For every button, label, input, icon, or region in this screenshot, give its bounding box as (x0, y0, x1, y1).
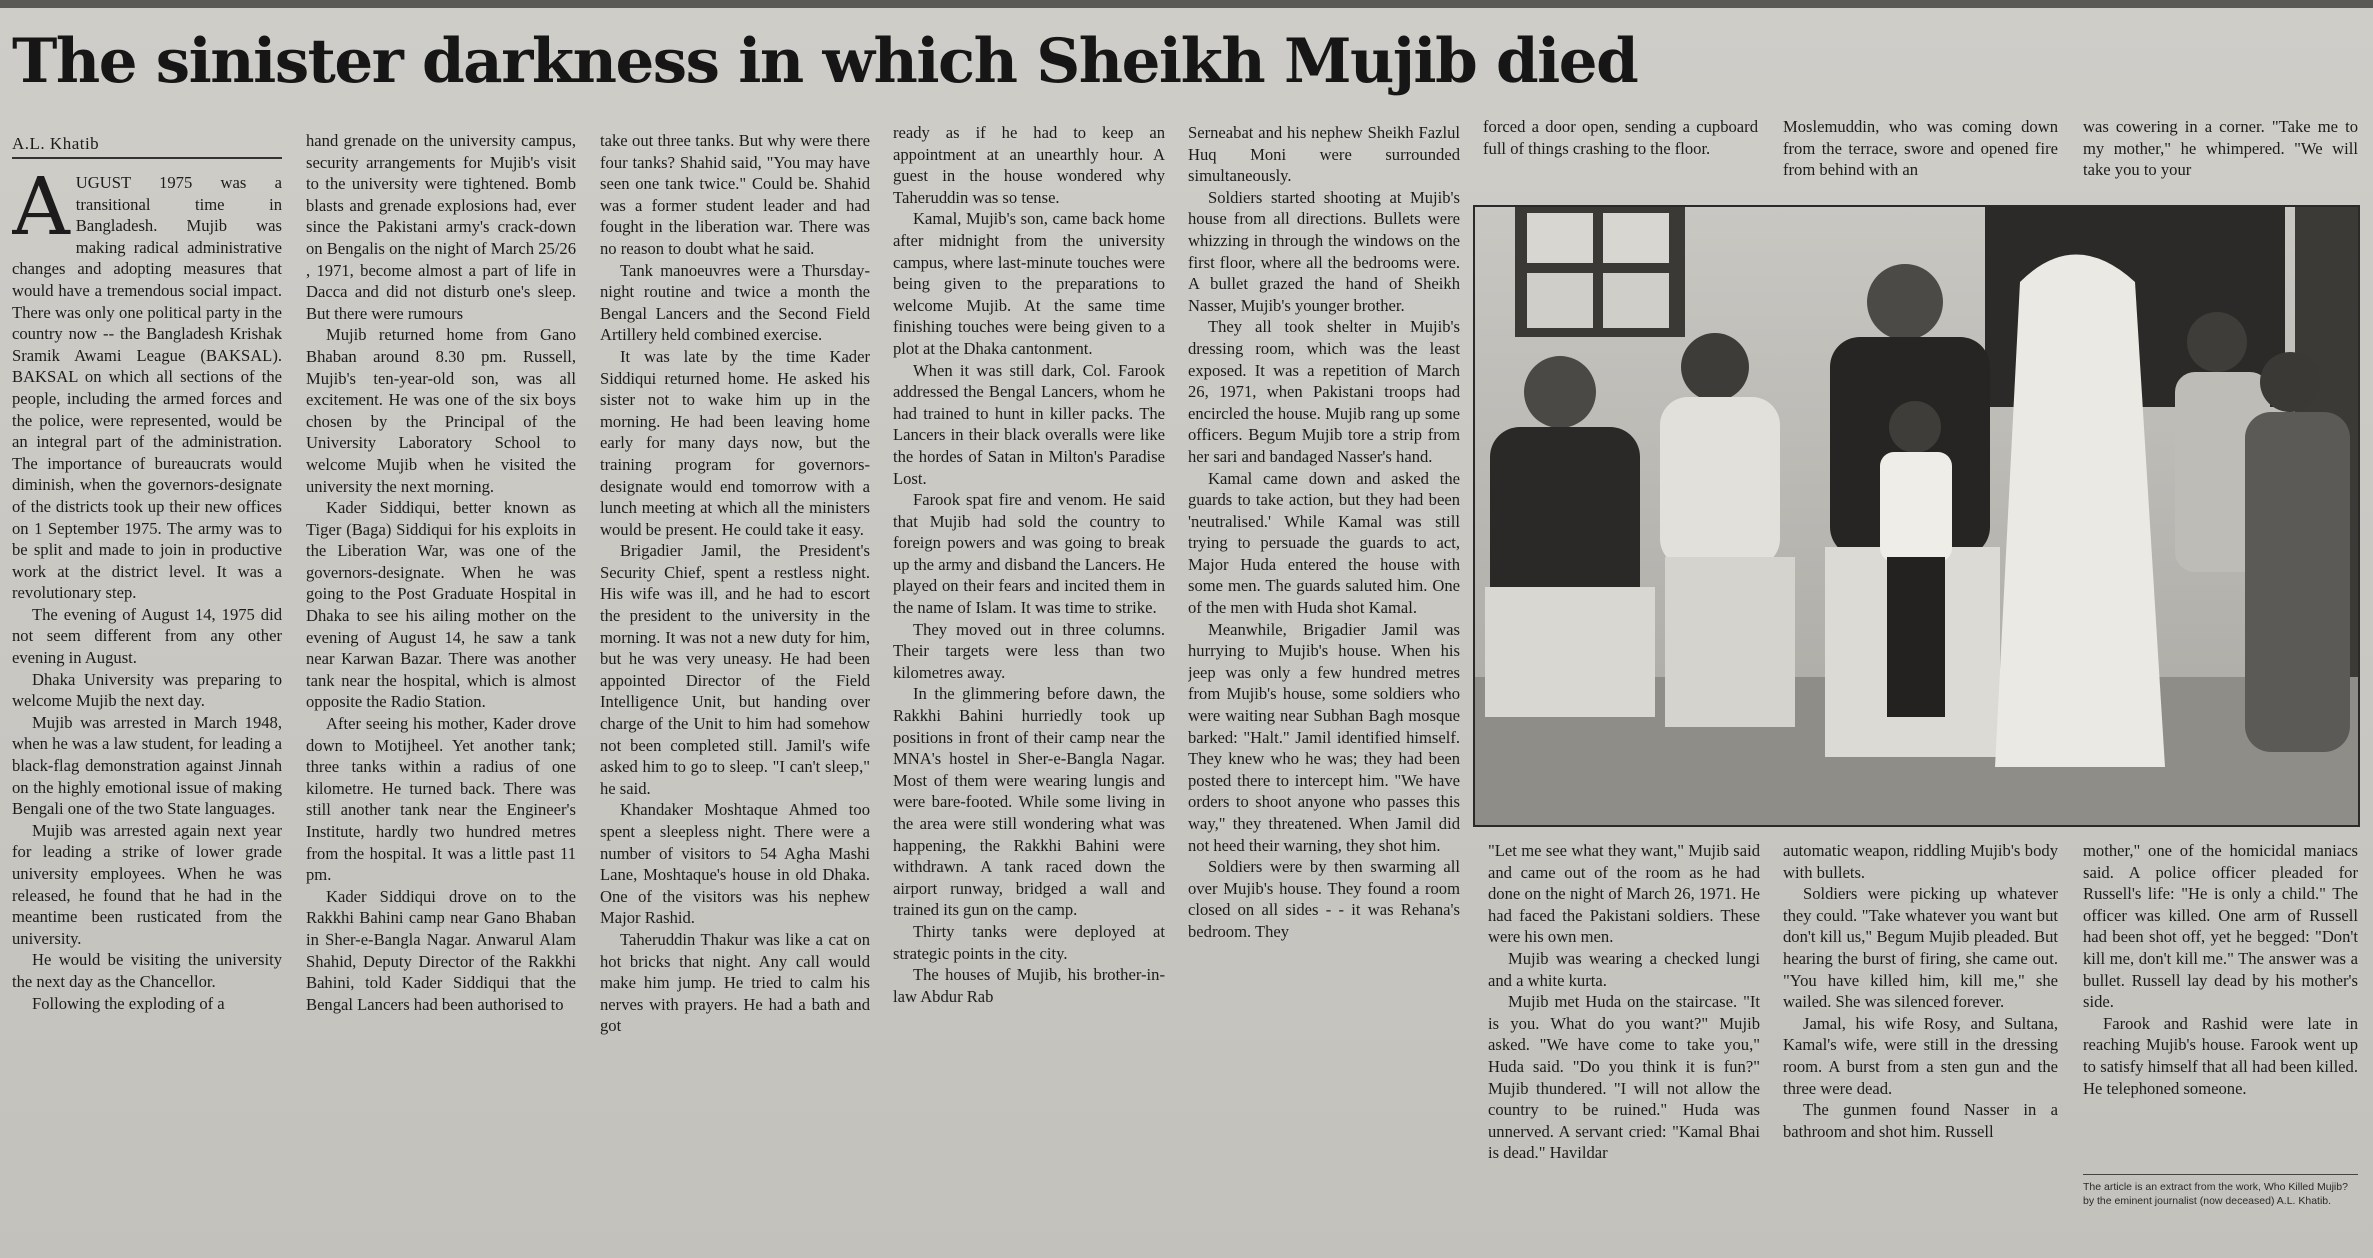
article-paragraph: Kader Siddiqui, better known as Tiger (Baga) Siddiqui for his exploits in the Liberation War, was one of the governors-designate. When he was going to the Post Graduate Hospital in Dhaka to see his ailing mother on the evening of August 14, he saw a tank near Karwan Bazar. There was another tank near the hospital, which is almost opposite the Radio Station. (306, 498, 576, 712)
article-paragraph: The houses of Mujib, his brother-in-law Abdur Rab (893, 965, 1165, 1006)
article-column-2 (306, 130, 576, 1258)
article-paragraph: Dhaka University was preparing to welcome Mujib the next day. (12, 669, 282, 711)
article-paragraph: The gunmen found Nasser in a bathroom and shot him. Russell (1783, 1100, 2058, 1141)
article-paragraph: UGUST 1975 was a transitional time in Bangladesh. Mujib was making radical administrative changes and adopting measures that would have a tremendous social impact. There was only one political party in the country now -- the Bangladesh Krishak Sramik Awami League (BAKSAL). BAKSAL on which all sections of the people, including the armed forces and the police, were represented, would be an integral part of the administration. The importance of bureaucrats would diminish, when the governors-designate of the districts took up their new offices on 1 September 1975. The army was to be split and made to join in productive work at the district level. It was a revolutionary step. (12, 173, 282, 603)
article-paragraph: Farook spat fire and venom. He said that Mujib had sold the country to foreign powers and was going to break up the army and disband the Lancers. He played on their fears and incited them in the name of Islam. It was time to strike. (893, 490, 1165, 618)
family-photograph (1473, 205, 2360, 827)
article-paragraph: He would be visiting the university the next day as the Chancellor. (12, 950, 282, 991)
article-paragraph: Meanwhile, Brigadier Jamil was hurrying to Mujib's house. When his jeep was only a few hundred metres from Mujib's house, some soldiers who were waiting near Subhan Bagh mosque barked: "Halt." Jamil identified himself. They knew who he was; they had been posted there to intercept him. "We have orders to shoot anyone who passes this way," they threatened. When Jamil did not heed their warning, they shot him. (1188, 619, 1460, 855)
article-column-7-top (1783, 116, 2058, 201)
top-edge (0, 0, 2373, 8)
article-paragraph: Soldiers were picking up whatever they could. "Take whatever you want but don't kill us," Begum Mujib pleaded. But hearing the burst of firing, she came out. "You have killed him, kill me," she wailed. She was silenced forever. (1783, 884, 2058, 1012)
article-column-1 (12, 172, 282, 1258)
article-column-6-bottom (1488, 840, 1760, 1258)
article-paragraph: forced a door open, sending a cupboard full of things crashing to the floor. (1483, 117, 1758, 158)
drop-cap: A (12, 172, 70, 253)
article-paragraph: "Let me see what they want," Mujib said and came out of the room as he had done on the night of March 26, 1971. He had faced the Pakistani soldiers. These were his own men. (1488, 841, 1760, 947)
article-paragraph: was cowering in a corner. "Take me to my mother," he whimpered. "We will take you to your (2083, 117, 2358, 180)
family-photo-image (1475, 207, 2358, 825)
byline: A.L. Khatib (12, 134, 100, 153)
article-paragraph: It was late by the time Kader Siddiqui returned home. He asked his sister not to wake him up in the morning. He had been leaving home early for many days now, but the training program for governors-designate would end tomorrow with a lunch meeting at which all the ministers would be present. He could take it easy. (600, 346, 870, 539)
article-paragraph: Moslemuddin, who was coming down from the terrace, swore and opened fire from behind with an (1783, 117, 2058, 180)
article-paragraph: hand grenade on the university campus, security arrangements for Mujib's visit to the university were tightened. Bomb blasts and grenade explosions had, ever since the Pakistani army's crack-down on Bengalis on the night of March 25/26 , 1971, become almost a part of life in Dacca and did not disturb one's sleep. But there were rumours (306, 131, 576, 323)
byline-rule (12, 157, 282, 159)
article-paragraph: Farook and Rashid were late in reaching Mujib's house. Farook went up to satisfy himself that all had been killed. He telephoned someone. (2083, 1013, 2358, 1098)
article-paragraph: After seeing his mother, Kader drove down to Motijheel. Yet another tank; three tanks within a radius of one kilometre. He turned back. There was still another tank near the Engineer's Institute, hardly two hundred metres from the hospital. It was a little past 11 pm. (306, 714, 576, 885)
article-paragraph: Khandaker Moshtaque Ahmed too spent a sleepless night. There were a number of visitors to 54 Agha Mashi Lane, Moshtaque's house in old Dhaka. One of the visitors was his nephew Major Rashid. (600, 800, 870, 928)
article-paragraph: automatic weapon, riddling Mujib's body with bullets. (1783, 841, 2058, 882)
article-paragraph: Soldiers were by then swarming all over Mujib's house. They found a room closed on all sides - - it was Rehana's bedroom. They (1188, 857, 1460, 941)
article-paragraph: Kamal came down and asked the guards to take action, but they had been 'neutralised.' While Kamal was still trying to persuade the guards to act, Major Huda entered the house with some men. The guards saluted him. One of the men with Huda shot Kamal. (1188, 468, 1460, 618)
article-paragraph: Serneabat and his nephew Sheikh Fazlul Huq Moni were surrounded simultaneously. (1188, 123, 1460, 186)
article-paragraph: Mujib met Huda on the staircase. "It is you. What do you want?" Mujib asked. "We have come to take you," Huda said. "Do you think it is fun?" Mujib thundered. "I will not allow the country to be ruined." Huda was unnerved. A servant cried: "Kamal Bhai is dead." Havildar (1488, 992, 1760, 1163)
article-headline: The sinister darkness in which Sheikh Mujib died (12, 26, 1638, 97)
article-column-8-bottom (2083, 840, 2358, 1170)
article-column-8-top (2083, 116, 2358, 201)
article-column-4 (893, 122, 1165, 1258)
article-paragraph: Kader Siddiqui drove on to the Rakkhi Bahini camp near Gano Bhaban in Sher-e-Bangla Nagar. Anwarul Alam Shahid, Deputy Director of the Rakkhi Bahini, told Kader Siddiqui that the Bengal Lancers had been authorised to (306, 886, 576, 1014)
article-paragraph: Brigadier Jamil, the President's Security Chief, spent a restless night. His wife was ill, and he had to escort the president to the university in the morning. It was not a new duty for him, but he was very uneasy. He had been appointed Director of the Field Intelligence Unit, but handing over charge of the Unit to him had somehow not been completed still. Jamil's wife asked him to go to sleep. "I can't sleep," he said. (600, 541, 870, 798)
article-paragraph: When it was still dark, Col. Farook addressed the Bengal Lancers, whom he had trained to hunt in killer packs. The Lancers in their black overalls were like the hordes of Satan in Milton's Paradise Lost. (893, 360, 1165, 488)
article-column-6-top (1483, 116, 1758, 201)
article-paragraph: Following the exploding of a (32, 993, 225, 1013)
article-paragraph: take out three tanks. But why were there four tanks? Shahid said, "You may have seen one tank twice." Could be. Shahid was a former student leader and had fought in the liberation war. There was no reason to doubt what he said. (600, 131, 870, 258)
credit-rule (2083, 1174, 2358, 1175)
article-paragraph: The evening of August 14, 1975 did not seem different from any other evening in August. (12, 604, 282, 668)
article-column-3 (600, 130, 870, 1258)
article-paragraph: They all took shelter in Mujib's dressing room, which was the least exposed. It was a repetition of March 26, 1971, when Pakistani troops had encircled the house. Mujib rang up some officers. Begum Mujib tore a strip from her sari and bandaged Nasser's hand. (1188, 317, 1460, 466)
article-paragraph: Mujib was arrested in March 1948, when he was a law student, for leading a black-flag demonstration against Jinnah on the highly emotional issue of making Bengali one of the two State languages. (12, 712, 282, 819)
article-column-7-bottom (1783, 840, 2058, 1258)
article-paragraph: Taheruddin Thakur was like a cat on hot bricks that night. Any call would make him jump. He tried to calm his nerves with prayers. He had a bath and got (600, 929, 870, 1036)
article-paragraph: In the glimmering before dawn, the Rakkhi Bahini hurriedly took up positions in front of their camp near the MNA's hostel in Sher-e-Bangla Nagar. Most of them were wearing lungis and were bare-footed. While some living in the area were still wondering what was happening, the Rakkhi Bahini were withdrawn. A tank raced down the airport runway, bridged a wall and trained its gun on the camp. (893, 684, 1165, 920)
article-paragraph: ready as if he had to keep an appointment at an unearthly hour. A guest in the house wondered why Taheruddin was so tense. (893, 123, 1165, 207)
article-paragraph: Kamal, Mujib's son, came back home after midnight from the university campus, where last-minute touches were being given to the preparations to welcome Mujib. At the same time finishing touches were being given to a plot at the Dhaka cantonment. (893, 209, 1165, 358)
article-paragraph: They moved out in three columns. Their targets were less than two kilometres away. (893, 619, 1165, 682)
article-paragraph: Jamal, his wife Rosy, and Sultana, Kamal's wife, were still in the dressing room. A burst from a sten gun and the three were dead. (1783, 1013, 2058, 1098)
article-paragraph: mother," one of the homicidal maniacs said. A police officer pleaded for Russell's life: "He is only a child." The officer was killed. One arm of Russell had been shot off, yet he begged: "Don't kill me, don't kill me." The answer was a bullet. Russell lay dead by his mother's side. (2083, 841, 2358, 1012)
article-paragraph: Mujib was wearing a checked lungi and a white kurta. (1488, 948, 1760, 990)
article-paragraph: Mujib was arrested again next year for leading a strike of lower grade university employees. When he was released, he found that he had in the meantime been rusticated from the university. (12, 820, 282, 948)
article-paragraph: Mujib returned home from Gano Bhaban around 8.30 pm. Russell, Mujib's ten-year-old son, was all excitement. He was one of the six boys chosen by the Principal of the University Laboratory School to welcome Mujib when he visited the university the next morning. (306, 325, 576, 496)
source-credit: The article is an extract from the work, Who Killed Mujib? by the eminent journalist (now deceased) A.L. Khatib. (2083, 1181, 2348, 1207)
article-column-5 (1188, 122, 1460, 1258)
article-paragraph: Soldiers started shooting at Mujib's house from all directions. Bullets were whizzing in through the windows on the first floor, where all the bedrooms were. A bullet grazed the hand of Sheikh Nasser, Mujib's younger brother. (1188, 187, 1460, 315)
article-paragraph: Thirty tanks were deployed at strategic points in the city. (893, 921, 1165, 963)
article-paragraph: Tank manoeuvres were a Thursday-night routine and twice a month the Bengal Lancers and the Second Field Artillery held combined exercise. (600, 260, 870, 345)
